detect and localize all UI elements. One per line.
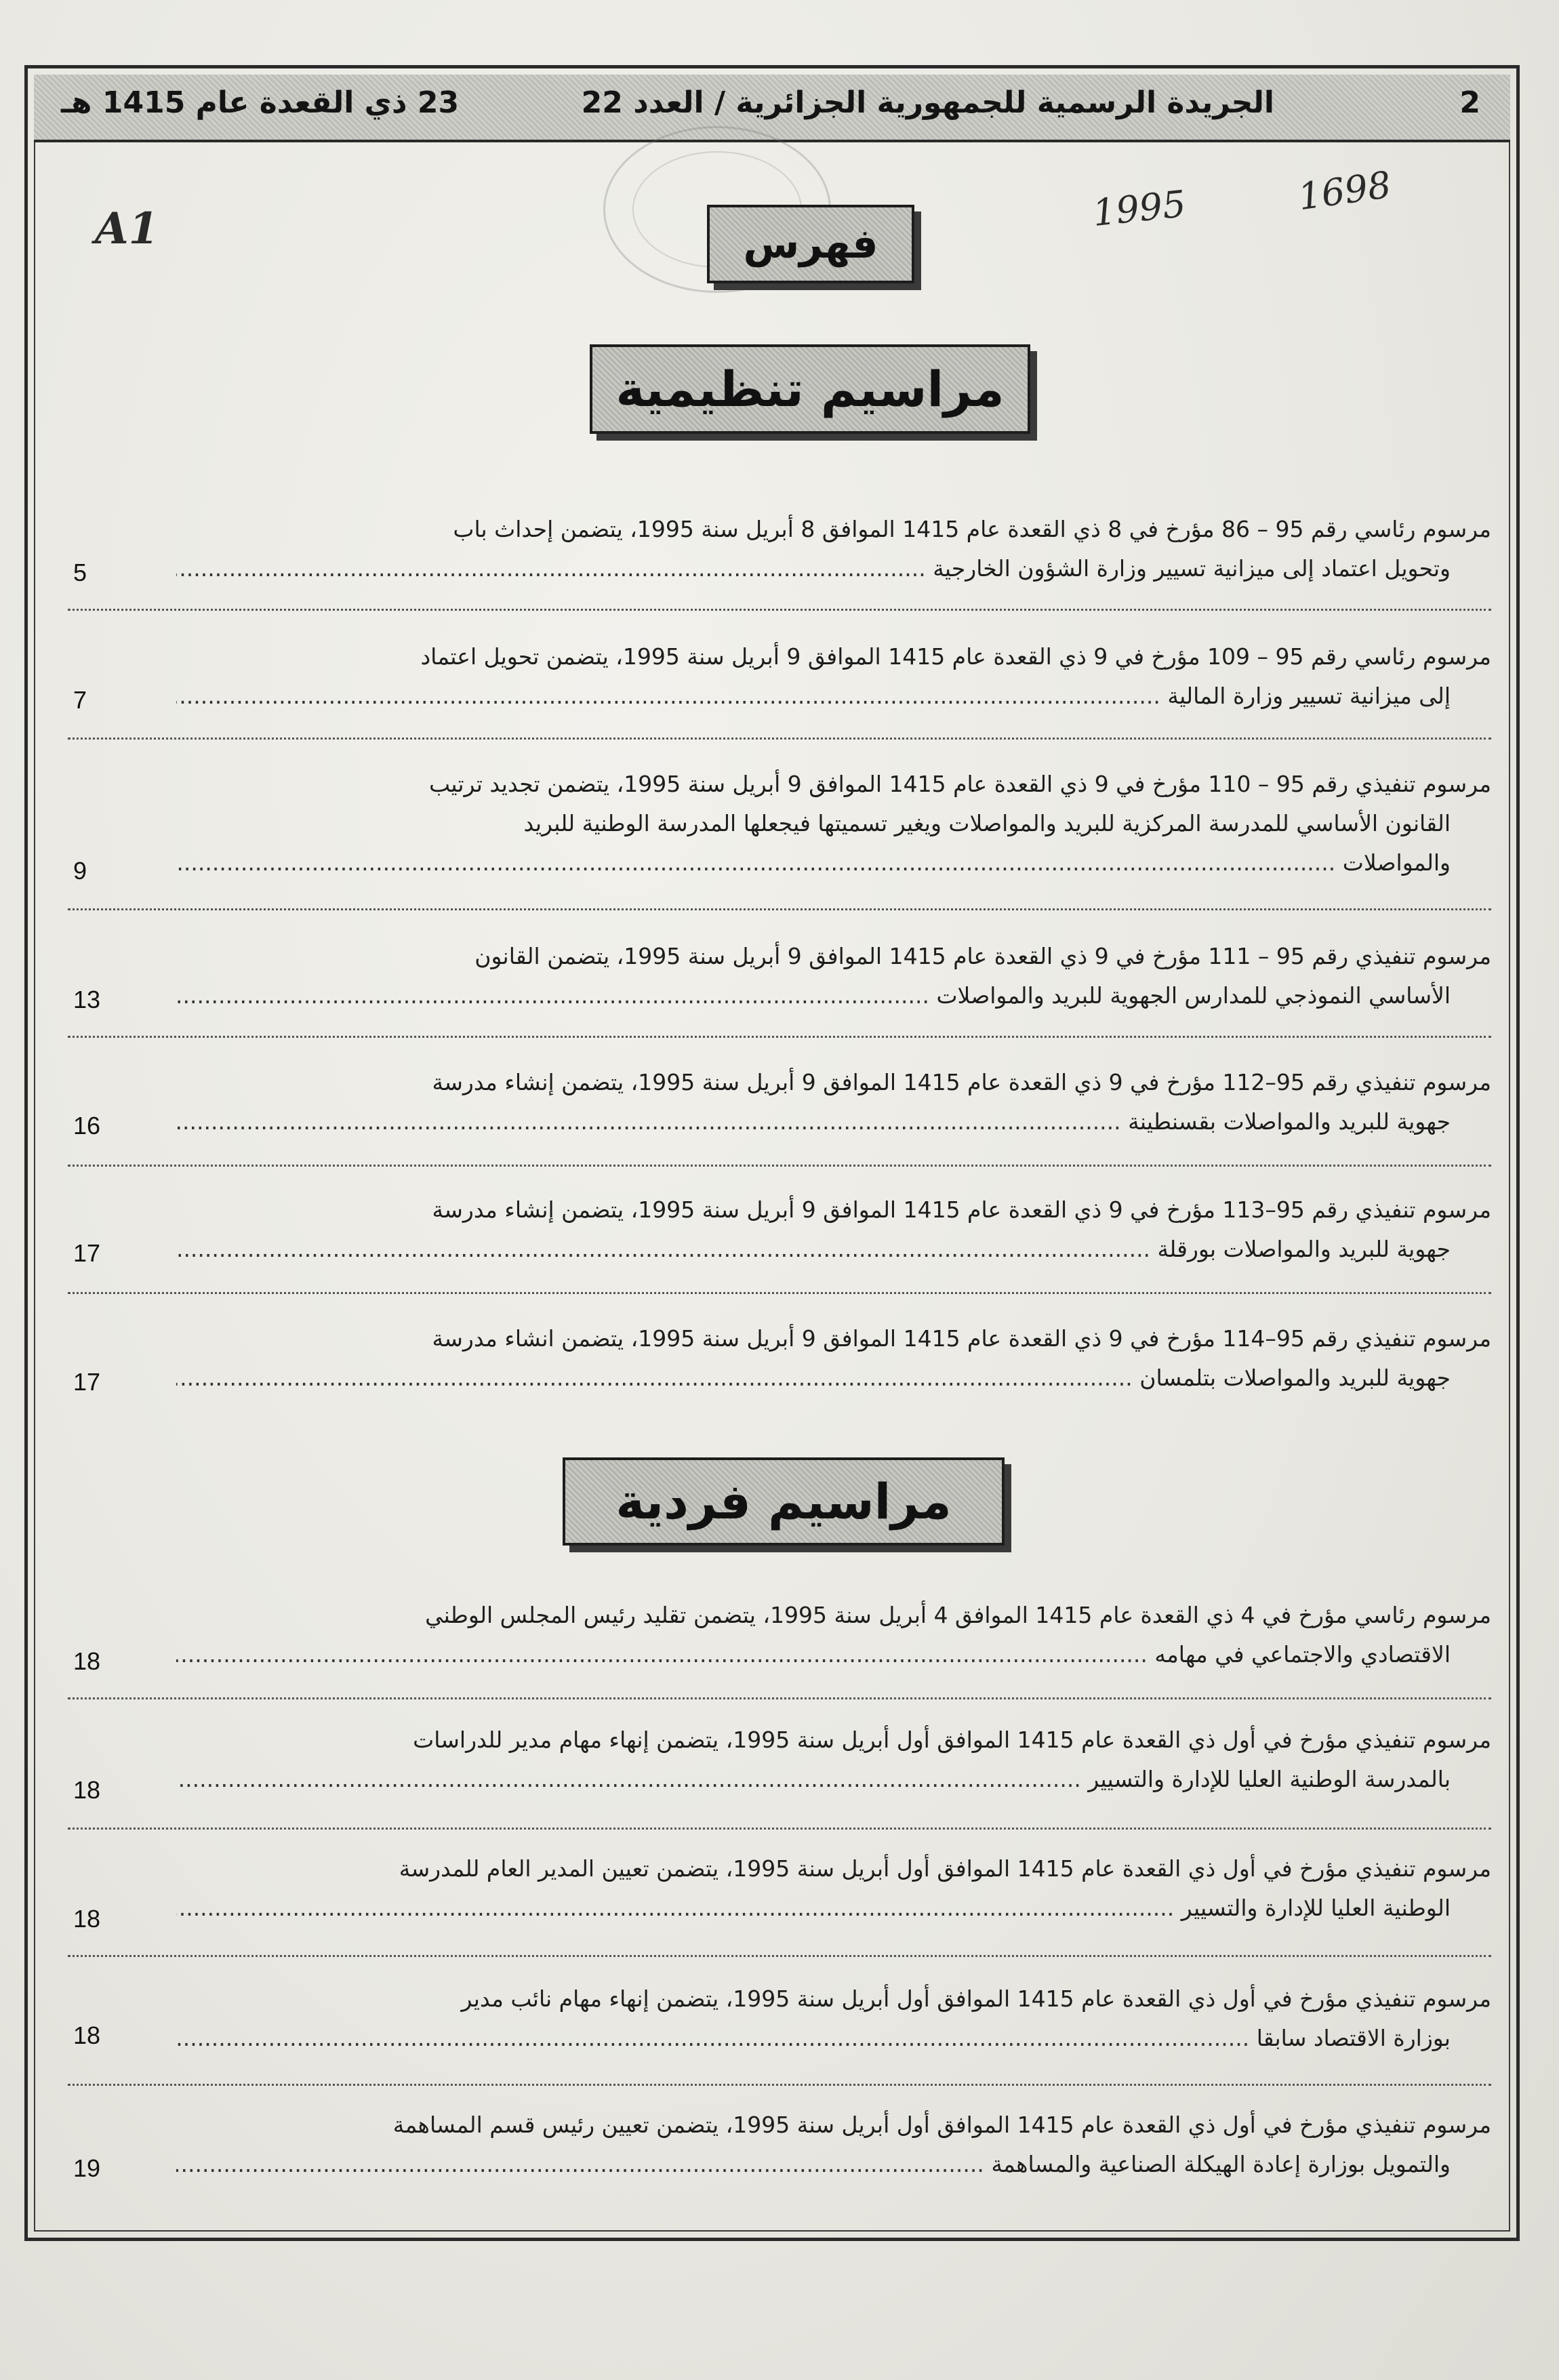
entry-separator (68, 908, 1491, 910)
entry-separator (68, 1955, 1491, 1957)
entry-line-2: جهوية للبريد والمواصلات بقسنطينة ..... (176, 1102, 1451, 1142)
toc-entry (68, 1979, 1491, 2054)
toc-entry (68, 1596, 1491, 1675)
toc-entry (68, 637, 1491, 712)
entry-line-1: مرسوم تنفيذي رقم 95 – 110 مؤرخ في 9 ذي القعدة عام 1415 الموافق 9 أبريل سنة 1995، يتضمن تجديد ترتيب (428, 771, 1491, 797)
entry-line-2: بالمدرسة الوطنية العليا للإدارة والتسيير ..... (176, 1760, 1451, 1799)
entry-page-number: 18 (73, 1905, 101, 1933)
entry-separator (68, 2084, 1491, 2086)
toc-entry (68, 1849, 1491, 1933)
entry-line-1: مرسوم تنفيذي رقم 95–114 مؤرخ في 9 ذي القعدة عام 1415 الموافق 9 أبريل سنة 1995، يتضمن انشاء مدرسة (432, 1325, 1491, 1352)
entry-line-2: الأساسي النموذجي للمدارس الجهوية للبريد والمواصلات ..... (176, 976, 1451, 1015)
entry-page-number: 13 (73, 986, 101, 1013)
index-title: فهرس (743, 220, 878, 268)
entry-line-2: جهوية للبريد والمواصلات بتلمسان ..... (176, 1358, 1451, 1398)
individual-decrees-title-box (563, 1457, 1005, 1546)
toc-entry (68, 1063, 1491, 1137)
entry-line-2: جهوية للبريد والمواصلات بورقلة ..... (176, 1230, 1451, 1269)
entry-page-number: 17 (73, 1368, 101, 1396)
header-title: الجريدة الرسمية للجمهورية الجزائرية / العدد 22 (581, 85, 1274, 120)
entry-page-number: 9 (73, 857, 87, 885)
entry-page-number: 17 (73, 1239, 101, 1267)
entry-page-number: 18 (73, 1647, 101, 1675)
entry-separator (68, 1165, 1491, 1167)
entry-separator (68, 738, 1491, 740)
toc-entry (68, 2105, 1491, 2180)
toc-entry (68, 510, 1491, 584)
regulatory-decrees-title-box (590, 344, 1030, 434)
entry-separator (68, 1828, 1491, 1830)
toc-entry (68, 1319, 1491, 1394)
entry-separator (68, 1036, 1491, 1038)
entry-line-1: مرسوم تنفيذي مؤرخ في أول ذي القعدة عام 1415 الموافق أول أبريل سنة 1995، يتضمن إنهاء مهام مدير للدراسات (413, 1727, 1491, 1753)
toc-entry (68, 937, 1491, 1011)
entry-line-2: بوزارة الاقتصاد سابقا ..... (176, 2019, 1451, 2058)
entry-line-2: والتمويل بوزارة إعادة الهيكلة الصناعية والمساهمة ..... (176, 2145, 1451, 2184)
entry-line-2: الاقتصادي والاجتماعي في مهامه ..... (176, 1635, 1451, 1674)
entry-line-1: مرسوم تنفيذي رقم 95–112 مؤرخ في 9 ذي القعدة عام 1415 الموافق 9 أبريل سنة 1995، يتضمن إنشاء مدرسة (432, 1069, 1491, 1095)
header-date: 23 ذي القعدة عام 1415 هـ (61, 85, 460, 120)
toc-entry (68, 1190, 1491, 1265)
toc-entry (68, 1720, 1491, 1804)
entry-page-number: 18 (73, 2021, 101, 2049)
entry-separator (68, 1292, 1491, 1294)
header-page-number: 2 (1459, 85, 1480, 120)
handwritten-reference: 1698 (1295, 163, 1394, 219)
entry-line-1: مرسوم رئاسي رقم 95 – 109 مؤرخ في 9 ذي القعدة عام 1415 الموافق 9 أبريل سنة 1995، يتضمن تحويل اعتماد (420, 643, 1491, 670)
entry-page-number: 7 (73, 686, 87, 714)
individual-decrees-title: مراسيم فردية (615, 1473, 952, 1530)
toc-entry (68, 765, 1491, 885)
handwritten-year: 1995 (1091, 182, 1188, 235)
regulatory-decrees-title: مراسيم تنظيمية (615, 361, 1005, 418)
entry-line-1: مرسوم تنفيذي مؤرخ في أول ذي القعدة عام 1415 الموافق أول أبريل سنة 1995، يتضمن تعيين المدير العام للمدرسة (399, 1855, 1491, 1882)
entry-separator (68, 1697, 1491, 1699)
entry-page-number: 16 (73, 1112, 101, 1139)
entry-line-2: القانون الأساسي للمدرسة المركزية للبريد والمواصلات ويغير تسميتها فيجعلها المدرسة الوطنية للبريد (523, 810, 1451, 836)
entry-line-2: وتحويل اعتماد إلى ميزانية تسيير وزارة الشؤون الخارجية ..... (176, 549, 1451, 588)
entry-line-1: مرسوم تنفيذي رقم 95 – 111 مؤرخ في 9 ذي القعدة عام 1415 الموافق 9 أبريل سنة 1995، يتضمن القانون (474, 943, 1491, 969)
entry-page-number: 18 (73, 1776, 101, 1804)
index-title-box (707, 205, 914, 283)
entry-line-1: مرسوم رئاسي رقم 95 – 86 مؤرخ في 8 ذي القعدة عام 1415 الموافق 8 أبريل سنة 1995، يتضمن إحداث باب (453, 516, 1491, 542)
entry-line-1: مرسوم رئاسي مؤرخ في 4 ذي القعدة عام 1415 الموافق 4 أبريل سنة 1995، يتضمن تقليد رئيس المجلس الوطني (425, 1602, 1491, 1628)
handwritten-corner-mark: A1 (95, 203, 159, 254)
entry-line-3: والمواصلات ..... (176, 843, 1451, 883)
entry-page-number: 5 (73, 559, 87, 586)
entry-separator (68, 609, 1491, 611)
entry-line-2: إلى ميزانية تسيير وزارة المالية ..... (176, 677, 1451, 716)
entry-line-2: الوطنية العليا للإدارة والتسيير ..... (176, 1889, 1451, 1928)
entry-line-1: مرسوم تنفيذي رقم 95–113 مؤرخ في 9 ذي القعدة عام 1415 الموافق 9 أبريل سنة 1995، يتضمن إنشاء مدرسة (432, 1196, 1491, 1223)
entry-line-1: مرسوم تنفيذي مؤرخ في أول ذي القعدة عام 1415 الموافق أول أبريل سنة 1995، يتضمن تعيين رئيس قسم المساهمة (392, 2112, 1491, 2138)
entry-line-1: مرسوم تنفيذي مؤرخ في أول ذي القعدة عام 1415 الموافق أول أبريل سنة 1995، يتضمن إنهاء مهام نائب مدير (461, 1985, 1491, 2012)
entry-page-number: 19 (73, 2154, 101, 2182)
